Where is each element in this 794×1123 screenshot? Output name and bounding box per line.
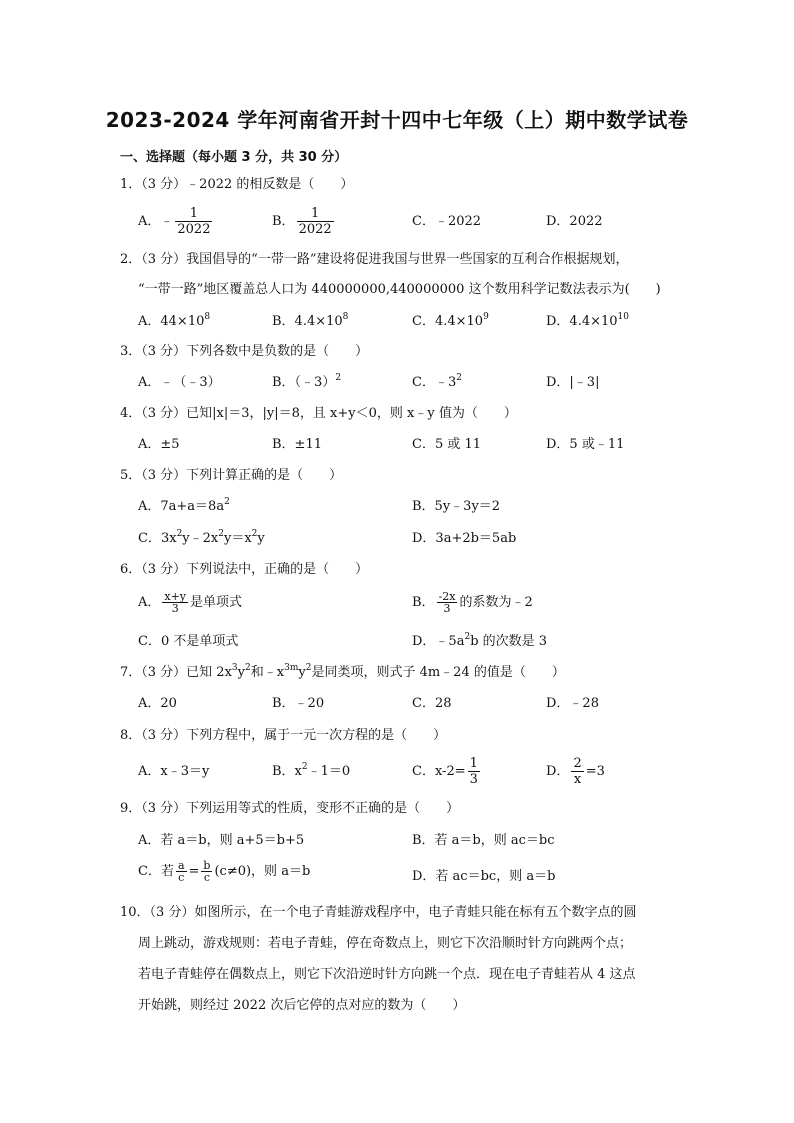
question-7-option-d: D．﹣28 [546, 696, 599, 711]
question-1-option-b [272, 206, 336, 237]
equals-sign: = [188, 864, 200, 879]
numerator: a [177, 859, 185, 872]
denominator: 3 [171, 602, 179, 615]
denominator: 2022 [298, 222, 332, 237]
exponent: 2 [464, 632, 471, 642]
question-1-option-d: D．2022 [546, 214, 603, 229]
option-text: =3 [585, 764, 605, 779]
question-5-option-b: B．5y﹣3y＝2 [412, 499, 501, 514]
option-text: b 的次数是 3 [470, 634, 548, 649]
option-label: A．﹣ [138, 214, 174, 229]
option-label: B． [272, 214, 295, 229]
fraction [571, 756, 583, 787]
option-label: C．x-2= [412, 764, 466, 779]
exponent: 2 [335, 373, 342, 383]
page-title: 2023-2024 学年河南省开封十四中七年级（上）期中数学试卷 [105, 108, 689, 132]
question-2-option-b [272, 313, 348, 331]
numerator: 1 [469, 756, 478, 771]
option-label: C．若 [138, 864, 174, 879]
option-text: 是单项式 [190, 595, 243, 610]
fraction [175, 206, 212, 237]
question-7-option-b: B．﹣20 [272, 696, 325, 711]
question-8-option-d [546, 756, 605, 787]
question-10-line-3: 若电子青蛙停在偶数点上，则它下次沿逆时针方向跳一个点．现在电子青蛙若从 4 这点 [138, 967, 636, 982]
question-4-stem: 4．（3 分）已知|x|＝3，|y|＝8，且 x+y＜0，则 x﹣y 值为（ ） [120, 406, 517, 421]
question-9-option-d: D．若 ac＝bc，则 a＝b [412, 869, 556, 884]
question-2-option-a [138, 313, 210, 331]
exponent: 2 [176, 529, 183, 539]
option-text: C．﹣3 [412, 375, 457, 390]
denominator: 3 [469, 772, 478, 787]
stem-text: y [298, 665, 306, 680]
fraction [468, 756, 480, 787]
question-3-option-a: A．﹣（﹣3） [138, 375, 221, 390]
exponent: 2 [251, 529, 258, 539]
option-label: B． [412, 595, 435, 610]
fraction [162, 591, 188, 614]
denominator: c [203, 871, 211, 884]
stem-text: 是同类项，则式子 4m﹣24 的值是（ ） [311, 665, 565, 680]
numerator: x+y [164, 590, 187, 603]
question-7-option-a: A．20 [138, 696, 177, 711]
fraction [437, 591, 458, 614]
option-text: 的系数为﹣2 [459, 595, 533, 610]
option-text: C．3x [138, 531, 177, 546]
option-text: D．4.4×10 [546, 314, 618, 329]
question-3-stem: 3．（3 分）下列各数中是负数的是（ ） [120, 344, 369, 359]
numerator: b [203, 859, 211, 872]
question-9-stem: 9．（3 分）下列运用等式的性质，变形不正确的是（ ） [120, 801, 460, 816]
question-6-option-c: C．0 不是单项式 [138, 634, 239, 649]
option-text: y﹣2x [182, 531, 219, 546]
numerator: 2 [573, 756, 582, 771]
question-8-stem: 8．（3 分）下列方程中，属于一元一次方程的是（ ） [120, 728, 447, 743]
question-8-option-c [412, 756, 482, 787]
question-6-option-d [412, 633, 547, 651]
section-heading: 一、选择题（每小题 3 分，共 30 分） [120, 150, 348, 165]
option-text: B．x [272, 764, 302, 779]
numerator: 1 [175, 206, 212, 222]
stem-text: 7．（3 分）已知 2x [120, 665, 232, 680]
question-6-option-b [412, 591, 533, 614]
option-text: A．44×10 [138, 314, 205, 329]
question-4-option-a: A．±5 [138, 437, 180, 452]
option-text: y＝x [223, 531, 252, 546]
question-9-option-b: B．若 a＝b，则 ac＝bc [412, 833, 555, 848]
question-9-option-c [138, 860, 310, 883]
question-7-option-c: C．28 [412, 696, 452, 711]
exponent: 2 [218, 529, 224, 539]
denominator: 3 [443, 602, 451, 615]
question-4-option-c: C．5 或 11 [412, 437, 482, 452]
fraction [176, 860, 187, 883]
stem-text: y [237, 665, 246, 680]
exponent: 8 [204, 312, 211, 322]
option-text: B．（﹣3） [272, 375, 336, 390]
denominator: x [573, 772, 582, 787]
question-1-option-a [138, 206, 214, 237]
exponent: 3 [231, 663, 238, 673]
question-5-option-d: D．3a+2b＝5ab [412, 531, 517, 546]
option-text: (c≠0)，则 a＝b [214, 864, 311, 879]
question-4-option-b: B．±11 [272, 437, 322, 452]
exponent: 9 [483, 312, 489, 322]
question-10-line-2: 周上跳动，游戏规则：若电子青蛙，停在奇数点上，则它下次沿顺时针方向跳两个点； [138, 936, 633, 951]
question-2-option-c [412, 313, 489, 331]
exponent: 2 [245, 663, 251, 673]
question-5-option-a [138, 498, 230, 516]
question-7-stem [120, 664, 565, 682]
exponent: 2 [224, 497, 230, 507]
fraction [297, 206, 334, 237]
option-label: A． [138, 595, 161, 610]
question-3-option-b [272, 374, 341, 392]
stem-text: 和﹣x [250, 665, 285, 680]
question-6-option-a [138, 591, 242, 614]
option-text: C．4.4×10 [412, 314, 484, 329]
question-1-option-c: C．﹣2022 [412, 214, 482, 229]
question-10-line-1: 10．（3 分）如图所示，在一个电子青蛙游戏程序中，电子青蛙只能在标有五个数字点的圆 [120, 905, 637, 920]
option-text: y [257, 531, 265, 546]
question-6-stem: 6．（3 分）下列说法中，正确的是（ ） [120, 562, 369, 577]
question-4-option-d: D．5 或﹣11 [546, 437, 625, 452]
exponent: 10 [617, 312, 629, 322]
question-5-option-c [138, 530, 265, 548]
denominator: c [178, 871, 185, 884]
question-5-stem: 5．（3 分）下列计算正确的是（ ） [120, 468, 343, 483]
numerator: -2x [438, 590, 456, 603]
question-2-stem-line-1: 2．（3 分）我国倡导的“一带一路”建设将促进我国与世界一些国家的互利合作根据规划， [120, 252, 629, 267]
exponent: 8 [342, 312, 349, 322]
question-3-option-d: D．|﹣3| [546, 375, 600, 390]
question-1-stem: 1．（3 分）﹣2022 的相反数是（ ） [120, 177, 354, 192]
denominator: 2022 [177, 222, 211, 237]
numerator: 1 [297, 206, 334, 222]
question-10-line-4: 开始跳，则经过 2022 次后它停的点对应的数为（ ） [138, 998, 466, 1013]
question-8-option-b [272, 763, 350, 781]
exponent: 2 [456, 373, 462, 383]
fraction [201, 860, 212, 883]
option-text: ﹣1＝0 [307, 764, 351, 779]
option-text: D．﹣5a [412, 634, 465, 649]
option-label: D． [546, 764, 570, 779]
question-2-stem-line-2: “一带一路”地区覆盖总人口为 440000000,440000000 这个数用科学记数法表示为( ) [138, 282, 661, 297]
question-2-option-d [546, 313, 629, 331]
exponent: 2 [301, 762, 308, 772]
question-3-option-c [412, 374, 462, 392]
option-text: B．4.4×10 [272, 314, 343, 329]
option-text: A．7a+a＝8a [138, 499, 225, 514]
question-9-option-a: A．若 a＝b，则 a+5＝b+5 [138, 833, 305, 848]
exponent: 2 [305, 663, 312, 673]
exponent: 3m [284, 663, 299, 673]
question-8-option-a: A．x﹣3＝y [138, 764, 210, 779]
